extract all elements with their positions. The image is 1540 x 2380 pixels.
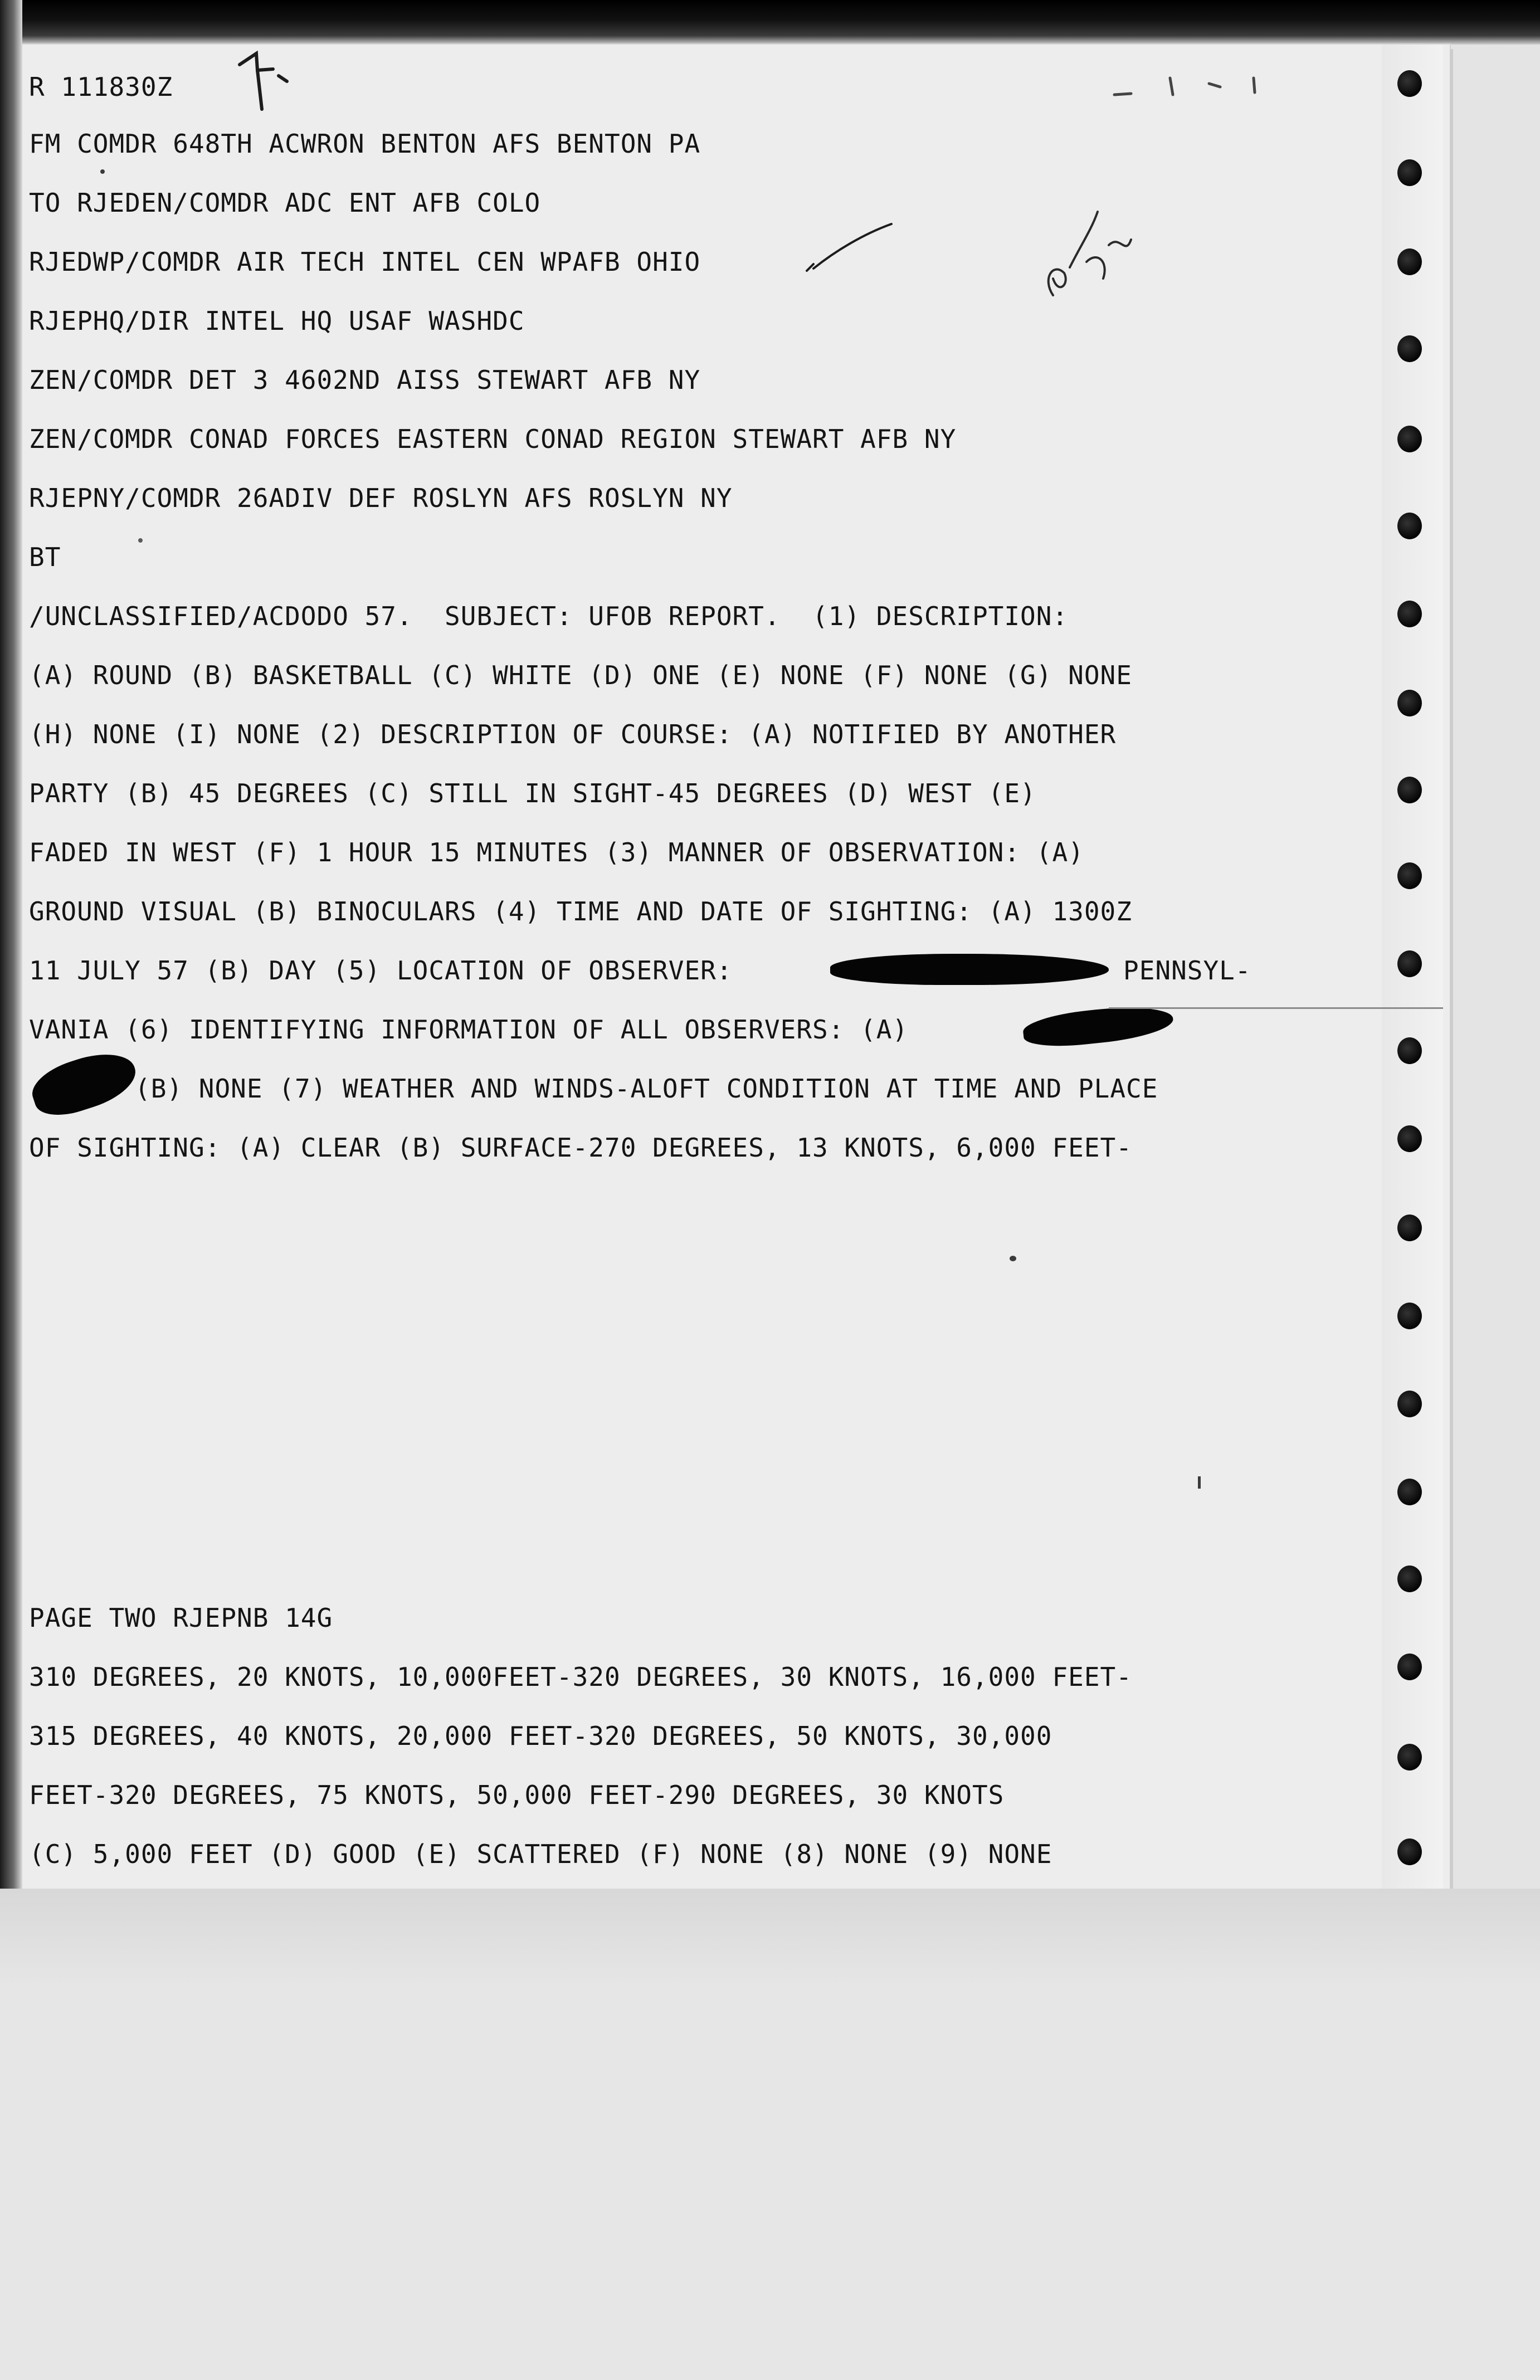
- to-line: TO RJEDEN/COMDR ADC ENT AFB COLO: [29, 188, 541, 218]
- body-line: PARTY (B) 45 DEGREES (C) STILL IN SIGHT-45 DEGREES (D) WEST (E): [29, 778, 1036, 808]
- perforation-hole-icon: [1397, 248, 1422, 275]
- perforation-hole-icon: [1397, 1654, 1422, 1680]
- perforation-hole-icon: [1397, 426, 1422, 452]
- body-line: (B) NONE (7) WEATHER AND WINDS-ALOFT CONDITION AT TIME AND PLACE: [135, 1074, 1158, 1104]
- body-line: GROUND VISUAL (B) BINOCULARS (4) TIME AND DATE OF SIGHTING: (A) 1300Z: [29, 896, 1132, 926]
- perforation-hole-icon: [1397, 862, 1422, 889]
- smudge-dot: [100, 169, 105, 174]
- perforation-hole-icon: [1397, 513, 1422, 539]
- perforation-hole-icon: [1397, 1037, 1422, 1064]
- corner-ticks-icon: [1109, 61, 1287, 106]
- addressee-line: ZEN/COMDR DET 3 4602ND AISS STEWART AFB NY: [29, 365, 701, 395]
- perforation-hole-icon: [1397, 777, 1422, 803]
- body-line: /UNCLASSIFIED/ACDODO 57. SUBJECT: UFOB REPORT. (1) DESCRIPTION:: [29, 601, 1069, 631]
- body-line: VANIA (6) IDENTIFYING INFORMATION OF ALL OBSERVERS: (A): [29, 1015, 909, 1045]
- from-line: FM COMDR 648TH ACWRON BENTON AFS BENTON PA: [29, 129, 701, 159]
- check-mark-icon: [802, 217, 897, 279]
- scan-top-border: [0, 0, 1540, 45]
- perforation-hole-icon: [1397, 1391, 1422, 1417]
- perforation-hole-icon: [1397, 70, 1422, 97]
- perforation-hole-icon: [1397, 1215, 1422, 1241]
- smudge-dot: [1010, 1256, 1016, 1261]
- perforation-hole-icon: [1397, 335, 1422, 362]
- perforation-hole-icon: [1397, 1479, 1422, 1505]
- body-line: OF SIGHTING: (A) CLEAR (B) SURFACE-270 DEGREES, 13 KNOTS, 6,000 FEET-: [29, 1133, 1132, 1163]
- break-marker: BT: [29, 542, 61, 572]
- perforation-hole-icon: [1397, 950, 1422, 977]
- smudge-dot: [138, 538, 143, 543]
- perforation-hole-icon: [1397, 1744, 1422, 1771]
- smudge-dot: [1198, 1476, 1201, 1489]
- page-two-header: PAGE TWO RJEPNB 14G: [29, 1603, 333, 1633]
- addressee-line: ZEN/COMDR CONAD FORCES EASTERN CONAD REGION STEWART AFB NY: [29, 424, 957, 454]
- message-dtg: R 111830Z: [29, 72, 173, 102]
- body-line: FEET-320 DEGREES, 75 KNOTS, 50,000 FEET-290 DEGREES, 30 KNOTS: [29, 1780, 1005, 1810]
- perforation-hole-icon: [1397, 601, 1422, 627]
- handwritten-mark-icon: [223, 48, 301, 115]
- scan-left-border: [0, 0, 22, 1905]
- redaction-block: [830, 954, 1109, 985]
- body-line: (C) 5,000 FEET (D) GOOD (E) SCATTERED (F) NONE (8) NONE (9) NONE: [29, 1839, 1052, 1869]
- body-line-fragment: PENNSYL-: [1123, 955, 1251, 986]
- fold-line: [1109, 1007, 1443, 1009]
- addressee-line: RJEDWP/COMDR AIR TECH INTEL CEN WPAFB OHIO: [29, 247, 701, 277]
- body-line: (A) ROUND (B) BASKETBALL (C) WHITE (D) ONE (E) NONE (F) NONE (G) NONE: [29, 660, 1132, 690]
- perforation-hole-icon: [1397, 1125, 1422, 1152]
- perforation-hole-icon: [1397, 159, 1422, 186]
- body-line: 11 JULY 57 (B) DAY (5) LOCATION OF OBSERVER:: [29, 955, 733, 986]
- initials-signature-icon: [1036, 195, 1137, 306]
- perforation-hole-icon: [1397, 1838, 1422, 1865]
- body-line: FADED IN WEST (F) 1 HOUR 15 MINUTES (3) MANNER OF OBSERVATION: (A): [29, 837, 1084, 867]
- scan-bottom-margin: [0, 1889, 1540, 2380]
- perforation-hole-icon: [1397, 1303, 1422, 1329]
- addressee-line: RJEPHQ/DIR INTEL HQ USAF WASHDC: [29, 306, 525, 336]
- perforation-hole-icon: [1397, 690, 1422, 716]
- body-line: 315 DEGREES, 40 KNOTS, 20,000 FEET-320 DEGREES, 50 KNOTS, 30,000: [29, 1721, 1052, 1751]
- body-line: (H) NONE (I) NONE (2) DESCRIPTION OF COURSE: (A) NOTIFIED BY ANOTHER: [29, 719, 1117, 749]
- body-line: 310 DEGREES, 20 KNOTS, 10,000FEET-320 DEGREES, 30 KNOTS, 16,000 FEET-: [29, 1662, 1132, 1692]
- addressee-line: RJEPNY/COMDR 26ADIV DEF ROSLYN AFS ROSLYN NY: [29, 483, 733, 513]
- perforation-hole-icon: [1397, 1565, 1422, 1592]
